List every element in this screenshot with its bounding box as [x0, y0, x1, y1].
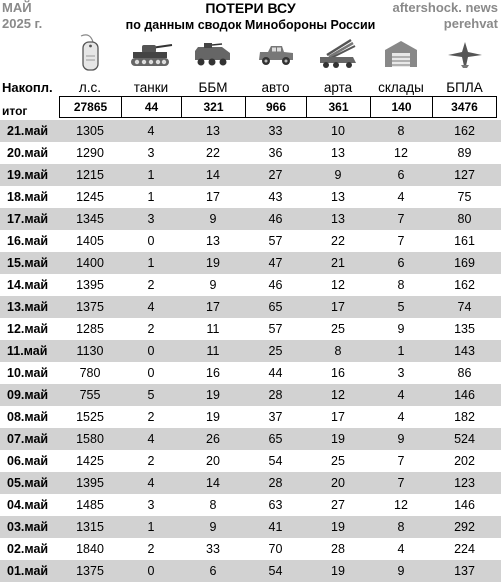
- cell-depots: 9: [397, 322, 405, 336]
- cell-uav: 89: [457, 146, 472, 160]
- cell-uav: 182: [454, 410, 475, 424]
- cell-uav: 162: [454, 278, 475, 292]
- row-date: 04.май: [7, 498, 49, 512]
- source-credit-1: aftershock. news: [392, 0, 498, 15]
- cell-artillery: 19: [331, 432, 345, 446]
- totals-row: [59, 96, 497, 118]
- source-credits: [393, 0, 499, 32]
- cell-personnel: 1285: [76, 322, 104, 336]
- cell-uav: 169: [454, 256, 475, 270]
- total-vehicles: 966: [246, 97, 307, 117]
- cell-depots: 12: [394, 146, 408, 160]
- cell-depots: 9: [397, 432, 405, 446]
- cell-afv: 11: [206, 344, 220, 358]
- cell-depots: 1: [397, 344, 405, 358]
- cell-personnel: 1375: [76, 300, 104, 314]
- cell-afv: 20: [206, 454, 220, 468]
- cell-personnel: 755: [79, 388, 101, 402]
- cell-vehicles: 25: [268, 344, 283, 358]
- cell-vehicles: 54: [268, 454, 283, 468]
- cell-uav: 80: [457, 212, 472, 226]
- cell-uav: 137: [454, 564, 475, 578]
- cell-vehicles: 57: [268, 322, 283, 336]
- row-date: 21.май: [7, 124, 49, 138]
- cell-depots: 9: [397, 564, 405, 578]
- cell-vehicles: 33: [268, 124, 283, 138]
- cell-personnel: 1425: [76, 454, 104, 468]
- row-date: 16.май: [7, 234, 49, 248]
- cell-depots: 6: [397, 256, 405, 270]
- cell-vehicles: 36: [268, 146, 283, 160]
- cell-artillery: 10: [331, 124, 345, 138]
- cell-tanks: 2: [147, 410, 155, 424]
- cell-personnel: 1485: [76, 498, 104, 512]
- cell-vehicles: 63: [268, 498, 283, 512]
- cell-personnel: 1400: [76, 256, 104, 270]
- table-row: [0, 538, 501, 560]
- cell-artillery: 13: [331, 190, 345, 204]
- cell-depots: 8: [397, 520, 405, 534]
- cell-uav: 202: [454, 454, 475, 468]
- cell-uav: 75: [457, 190, 472, 204]
- total-label: итог: [2, 104, 28, 118]
- table-row: [0, 516, 501, 538]
- cell-afv: 19: [206, 388, 220, 402]
- table-row: [0, 428, 501, 450]
- col-vehicles: авто: [261, 80, 290, 95]
- source-credit-2: perehvat: [443, 16, 498, 31]
- cell-tanks: 3: [147, 498, 155, 512]
- cell-tanks: 0: [147, 234, 155, 248]
- row-date: 03.май: [7, 520, 49, 534]
- cell-tanks: 1: [147, 168, 155, 182]
- row-date: 14.май: [7, 278, 49, 292]
- cell-vehicles: 37: [268, 410, 283, 424]
- cell-vehicles: 46: [268, 278, 283, 292]
- warehouse-icon: [370, 33, 432, 75]
- cell-uav: 74: [457, 300, 472, 314]
- cell-tanks: 1: [147, 520, 155, 534]
- cell-tanks: 4: [147, 476, 155, 490]
- cell-artillery: 28: [331, 542, 345, 556]
- table-row: [0, 142, 501, 164]
- cell-depots: 7: [397, 454, 405, 468]
- cell-vehicles: 28: [268, 388, 283, 402]
- cell-depots: 4: [397, 388, 405, 402]
- cell-personnel: 1130: [76, 344, 104, 358]
- apc-icon: [181, 33, 245, 75]
- cell-artillery: 12: [331, 388, 345, 402]
- table-row: [0, 318, 501, 340]
- row-date: 08.май: [7, 410, 49, 424]
- cell-uav: 143: [454, 344, 475, 358]
- cell-artillery: 13: [331, 212, 345, 226]
- cell-tanks: 2: [147, 322, 155, 336]
- table-row: [0, 384, 501, 406]
- cell-artillery: 8: [334, 344, 342, 358]
- cell-depots: 4: [397, 190, 405, 204]
- month-label: МАЙ: [2, 0, 32, 15]
- column-labels: [0, 78, 501, 98]
- cell-tanks: 2: [147, 454, 155, 468]
- page-title: ПОТЕРИ ВСУ: [205, 0, 296, 16]
- cell-artillery: 25: [331, 322, 345, 336]
- cell-afv: 8: [209, 498, 217, 512]
- cell-afv: 17: [206, 190, 220, 204]
- cell-uav: 135: [454, 322, 475, 336]
- cell-personnel: 780: [79, 366, 101, 380]
- year-label: 2025 г.: [2, 16, 43, 31]
- cell-vehicles: 65: [268, 300, 283, 314]
- cell-uav: 224: [454, 542, 475, 556]
- cell-afv: 22: [206, 146, 220, 160]
- tank-icon: [121, 33, 181, 75]
- cell-tanks: 0: [147, 564, 155, 578]
- cell-depots: 7: [397, 234, 405, 248]
- col-depots: склады: [378, 80, 424, 95]
- cell-artillery: 13: [331, 146, 345, 160]
- cell-afv: 14: [206, 476, 220, 490]
- col-artillery: арта: [323, 80, 353, 95]
- row-date: 13.май: [7, 300, 49, 314]
- cell-afv: 26: [206, 432, 220, 446]
- daily-rows: [0, 120, 501, 582]
- table-row: [0, 208, 501, 230]
- cell-afv: 13: [206, 234, 220, 248]
- cell-artillery: 17: [331, 300, 345, 314]
- row-date: 19.май: [7, 168, 49, 182]
- page-subtitle: по данным сводок Минобороны России: [125, 18, 376, 32]
- table-row: [0, 274, 501, 296]
- total-artillery: 361: [307, 97, 371, 117]
- table-row: [0, 450, 501, 472]
- table-row: [0, 362, 501, 384]
- cell-afv: 13: [206, 124, 220, 138]
- drone-icon: [432, 33, 497, 75]
- row-date: 15.май: [7, 256, 49, 270]
- cell-artillery: 16: [331, 366, 345, 380]
- cell-depots: 12: [394, 498, 408, 512]
- row-date: 17.май: [7, 212, 49, 226]
- row-date: 09.май: [7, 388, 49, 402]
- dog-tag-icon: [59, 33, 121, 75]
- cell-personnel: 1395: [76, 476, 104, 490]
- cell-afv: 19: [206, 410, 220, 424]
- cell-afv: 9: [209, 212, 217, 226]
- cell-afv: 11: [206, 322, 220, 336]
- cell-vehicles: 28: [268, 476, 283, 490]
- total-tanks: 44: [122, 97, 182, 117]
- cell-tanks: 5: [147, 388, 155, 402]
- cell-vehicles: 47: [268, 256, 283, 270]
- cell-uav: 146: [454, 388, 475, 402]
- cell-vehicles: 54: [268, 564, 283, 578]
- cell-afv: 16: [206, 366, 220, 380]
- cell-personnel: 1245: [76, 190, 104, 204]
- cell-afv: 33: [206, 542, 220, 556]
- cell-artillery: 21: [331, 256, 345, 270]
- cell-afv: 6: [209, 564, 217, 578]
- cell-personnel: 1405: [76, 234, 104, 248]
- cell-tanks: 3: [147, 146, 155, 160]
- cell-artillery: 25: [331, 454, 345, 468]
- cell-depots: 8: [397, 278, 405, 292]
- cell-personnel: 1375: [76, 564, 104, 578]
- cell-personnel: 1580: [76, 432, 104, 446]
- cell-depots: 5: [397, 300, 405, 314]
- col-tanks: танки: [133, 80, 169, 95]
- cell-depots: 4: [397, 410, 405, 424]
- cell-personnel: 1395: [76, 278, 104, 292]
- cell-artillery: 22: [331, 234, 345, 248]
- cell-artillery: 19: [331, 520, 345, 534]
- cell-uav: 162: [454, 124, 475, 138]
- cell-vehicles: 43: [268, 190, 283, 204]
- cell-uav: 292: [454, 520, 475, 534]
- cell-personnel: 1215: [76, 168, 104, 182]
- total-afv: 321: [182, 97, 246, 117]
- cell-uav: 86: [457, 366, 472, 380]
- rocket-launcher-icon: [306, 33, 370, 75]
- table-row: [0, 296, 501, 318]
- row-date: 18.май: [7, 190, 49, 204]
- col-uav: БПЛА: [446, 80, 483, 95]
- cell-tanks: 1: [147, 190, 155, 204]
- cell-artillery: 27: [331, 498, 345, 512]
- cell-afv: 14: [206, 168, 220, 182]
- table-row: [0, 406, 501, 428]
- cell-tanks: 4: [147, 432, 155, 446]
- cell-afv: 19: [206, 256, 220, 270]
- cell-tanks: 3: [147, 212, 155, 226]
- cell-personnel: 1305: [76, 124, 104, 138]
- row-date: 20.май: [7, 146, 49, 160]
- row-date: 12.май: [7, 322, 49, 336]
- jeep-icon: [245, 33, 306, 75]
- total-uav: 3476: [451, 100, 478, 114]
- row-date: 11.май: [7, 344, 48, 358]
- cell-personnel: 1290: [76, 146, 104, 160]
- cell-vehicles: 27: [268, 168, 283, 182]
- cell-vehicles: 70: [268, 542, 283, 556]
- cell-afv: 9: [209, 278, 217, 292]
- cell-personnel: 1345: [76, 212, 104, 226]
- cell-personnel: 1525: [76, 410, 104, 424]
- cell-depots: 7: [397, 476, 405, 490]
- table-row: [0, 340, 501, 362]
- cell-depots: 6: [397, 168, 405, 182]
- table-row: [0, 494, 501, 516]
- cell-vehicles: 57: [268, 234, 283, 248]
- cell-artillery: 9: [334, 168, 342, 182]
- table-row: [0, 164, 501, 186]
- table-row: [0, 186, 501, 208]
- cell-vehicles: 44: [268, 366, 283, 380]
- cell-uav: 161: [454, 234, 475, 248]
- cell-artillery: 17: [331, 410, 345, 424]
- cell-tanks: 4: [147, 124, 155, 138]
- table-row: [0, 472, 501, 494]
- cell-depots: 3: [397, 366, 405, 380]
- row-date: 06.май: [7, 454, 49, 468]
- row-date: 01.май: [7, 564, 49, 578]
- col-personnel: л.с.: [78, 80, 102, 95]
- cell-depots: 4: [397, 542, 405, 556]
- cell-uav: 524: [454, 432, 475, 446]
- cell-personnel: 1840: [76, 542, 104, 556]
- cumulative-label: Накопл.: [2, 80, 53, 95]
- cell-artillery: 20: [331, 476, 345, 490]
- cell-uav: 146: [454, 498, 475, 512]
- cell-vehicles: 41: [268, 520, 283, 534]
- cell-tanks: 2: [147, 542, 155, 556]
- table-row: [0, 560, 501, 582]
- cell-depots: 7: [397, 212, 405, 226]
- row-date: 10.май: [7, 366, 49, 380]
- cell-afv: 9: [209, 520, 217, 534]
- table-row: [0, 252, 501, 274]
- cell-depots: 8: [397, 124, 405, 138]
- cell-tanks: 1: [147, 256, 155, 270]
- cell-tanks: 0: [147, 344, 155, 358]
- cell-uav: 123: [454, 476, 475, 490]
- col-afv: ББМ: [198, 80, 228, 95]
- cell-tanks: 0: [147, 366, 155, 380]
- cell-vehicles: 46: [268, 212, 283, 226]
- table-row: [0, 230, 501, 252]
- cell-artillery: 12: [331, 278, 345, 292]
- cell-personnel: 1315: [76, 520, 104, 534]
- total-depots: 140: [371, 97, 433, 117]
- cell-tanks: 4: [147, 300, 155, 314]
- row-date: 02.май: [7, 542, 49, 556]
- row-date: 05.май: [7, 476, 49, 490]
- table-row: [0, 120, 501, 142]
- cell-vehicles: 65: [268, 432, 283, 446]
- cell-artillery: 19: [331, 564, 345, 578]
- cell-tanks: 2: [147, 278, 155, 292]
- total-personnel: 27865: [60, 97, 122, 117]
- row-date: 07.май: [7, 432, 49, 446]
- cell-afv: 17: [206, 300, 220, 314]
- cell-uav: 127: [454, 168, 475, 182]
